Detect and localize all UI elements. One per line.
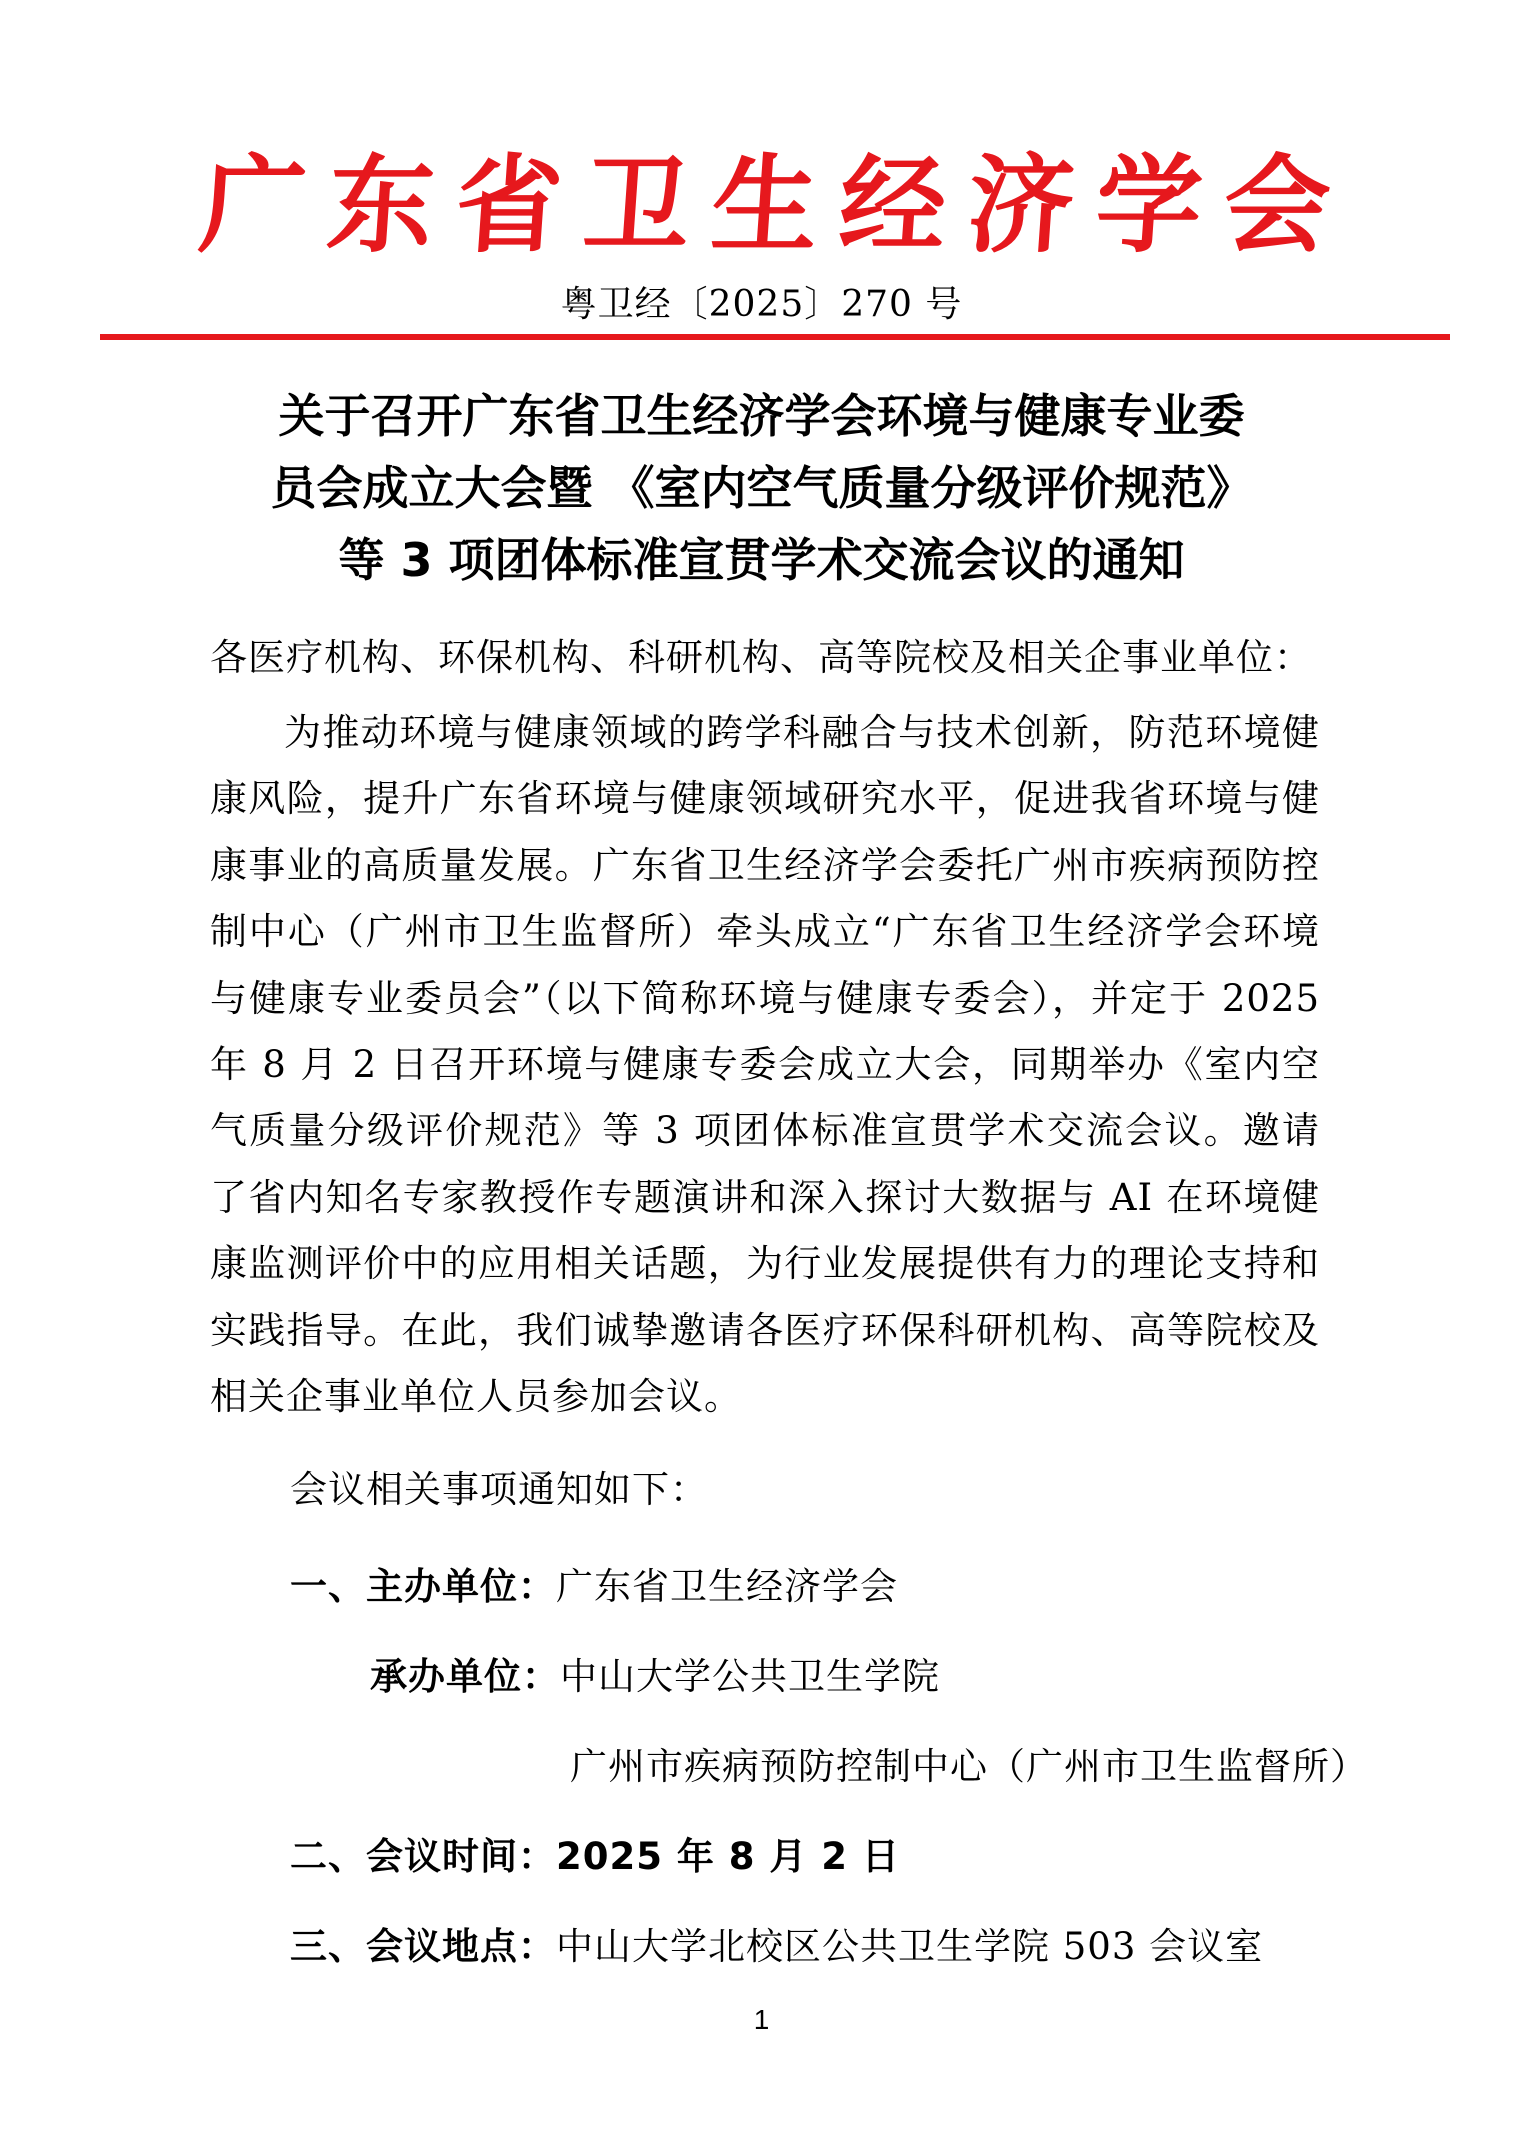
co-organizer-value: 广州市疾病预防控制中心（广州市卫生监督所） [570, 1745, 1368, 1788]
title-line: 关于召开广东省卫生经济学会环境与健康专业委 [278, 389, 1245, 443]
body-paragraph: 为推动环境与健康领域的跨学科融合与技术创新，防范环境健康风险，提升广东省环境与健康领域研究水平，促进我省环境与健康事业的高质量发展。广东省卫生经济学会委托广州市疾病预防控制中心（广州市卫生监督所）牵头成立“广东省卫生经济学会环境与健康专业委员会”（以下简称环境与健康专委会），并定于 2025 年 8 月 2 日召开环境与健康专委会成立大会，同期举办《室内空气质量分级评价规范》等 3 项团体标准宣贯学术交流会议。邀请了省内知名专家教授作专题演讲和深入探讨大数据与 AI 在环境健康监测评价中的应用相关话题，为行业发展提供有力的理论支持和实践指导。在此，我们诚挚邀请各医疗环保科研机构、高等院校及相关企事业单位人员参加会议。 [210, 711, 1320, 1419]
org-name-char: 广 [195, 142, 311, 267]
time-item [290, 1827, 900, 1887]
organizer-label: 承办单位： [370, 1655, 560, 1698]
venue-value: 中山大学北校区公共卫生学院 503 会议室 [556, 1925, 1264, 1968]
org-name-char: 东 [323, 142, 439, 267]
page-number: 1 [753, 2004, 770, 2035]
co-organizer-item [570, 1737, 1368, 1797]
organizer-value: 中山大学公共卫生学院 [560, 1655, 940, 1698]
time-label: 二、会议时间： [290, 1835, 556, 1878]
org-name-char: 省 [451, 142, 567, 267]
items-intro: 会议相关事项通知如下： [290, 1468, 708, 1511]
org-name-char: 济 [963, 142, 1079, 267]
salutation: 各医疗机构、环保机构、科研机构、高等院校及相关企事业单位： [210, 636, 1312, 679]
host-item [290, 1557, 898, 1617]
document-number: 粤卫经〔2025〕270 号 [560, 284, 963, 325]
host-label: 一、主办单位： [290, 1565, 556, 1608]
organizer-item [370, 1647, 940, 1707]
title-line: 等 3 项团体标准宣贯学术交流会议的通知 [338, 533, 1185, 587]
venue-item [290, 1917, 1263, 1977]
org-name-char: 卫 [579, 142, 695, 267]
venue-label: 三、会议地点： [290, 1925, 556, 1968]
org-name-char: 生 [707, 142, 823, 267]
host-value: 广东省卫生经济学会 [556, 1565, 898, 1608]
time-value: 2025 年 8 月 2 日 [556, 1835, 900, 1878]
org-name-header [195, 140, 1335, 270]
org-name-char: 会 [1219, 142, 1335, 267]
org-name-char: 学 [1091, 142, 1207, 267]
org-name-char: 经 [835, 142, 951, 267]
title-line: 员会成立大会暨 《室内空气质量分级评价规范》 [270, 461, 1253, 515]
header-divider [100, 334, 1450, 340]
document-title [150, 380, 1373, 596]
